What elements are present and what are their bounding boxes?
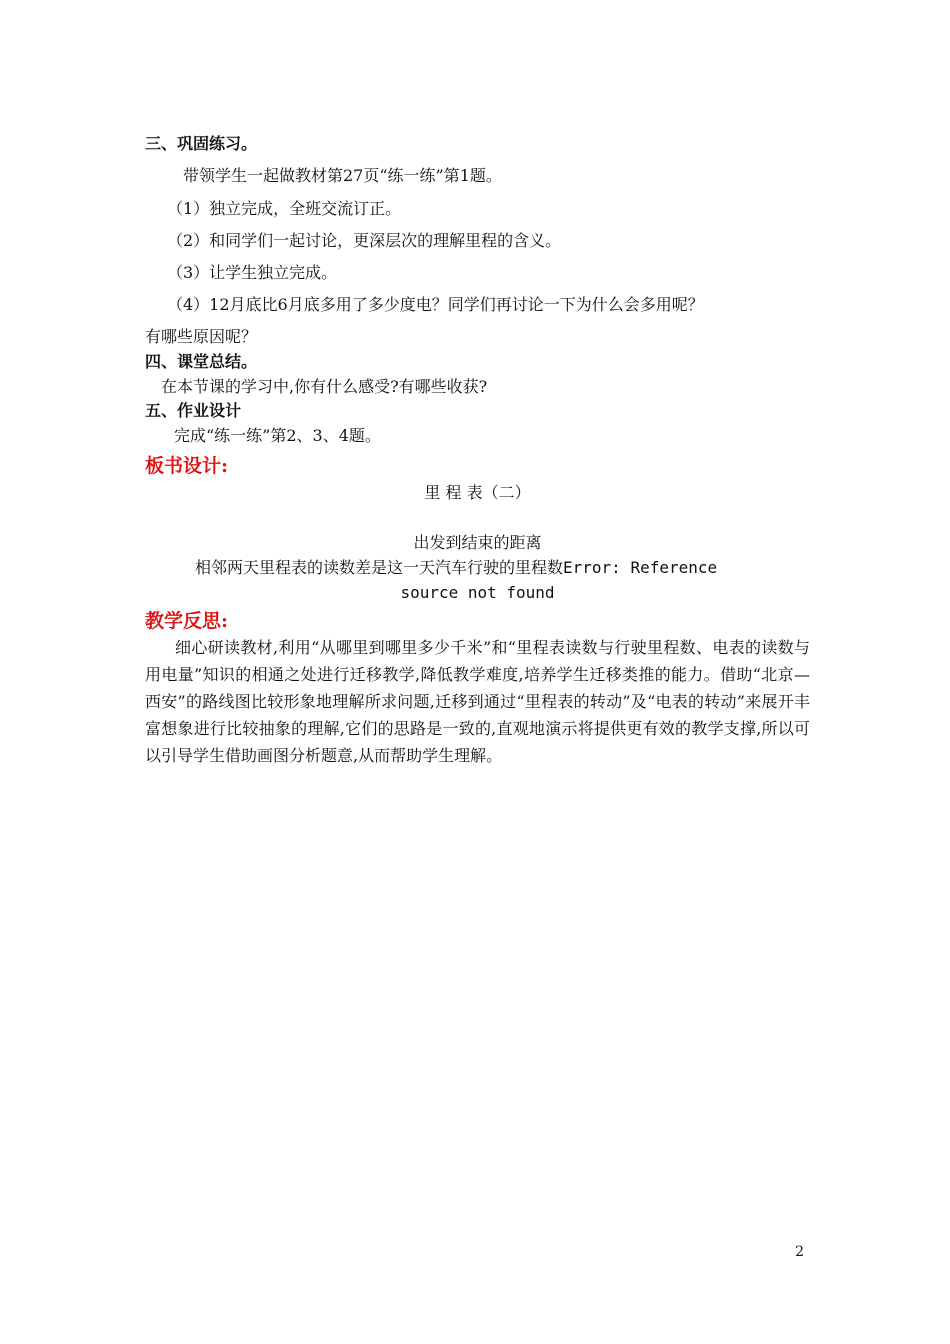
section5-text: 完成“练一练”第2、3、4题。 xyxy=(174,426,381,445)
section3-item-3: （3）让学生独立完成。 xyxy=(167,263,338,282)
section5-heading: 五、作业设计 xyxy=(145,401,242,420)
section3-item-2: （2）和同学们一起讨论，更深层次的理解里程的含义。 xyxy=(167,231,562,250)
section3-item-4: （4）12月底比6月底多用了多少度电？同学们再讨论一下为什么会多用呢？ xyxy=(167,295,704,314)
section3-heading: 三、巩固练习。 xyxy=(145,134,258,153)
reflection-heading: 教学反思: xyxy=(145,610,229,632)
board-line-1: 出发到结束的距离 xyxy=(413,533,542,552)
reference-error-continuation: source not found xyxy=(400,583,555,602)
board-title: 里 程 表（二） xyxy=(424,483,531,502)
section3-item-1: （1）独立完成，全班交流订正。 xyxy=(167,199,402,218)
board-line-2 xyxy=(195,557,805,579)
section3-intro: 带领学生一起做教材第27页“练一练”第1题。 xyxy=(183,166,502,185)
board-line-2-text: 相邻两天里程表的读数差是这一天汽车行驶的里程数 xyxy=(195,558,564,577)
board-heading: 板书设计: xyxy=(145,455,229,477)
reflection-paragraph: 细心研读教材,利用“从哪里到哪里多少千米”和“里程表读数与行驶里程数、电表的读数与用电量”知识的相通之处进行迁移教学,降低教学难度,培养学生迁移类推的能力。借助“北京—西安”的路线图比较形象地理解所求问题,迁移到通过“里程表的转动”及“电表的转动”来展开丰富想象进行比较抽象的理解,它们的思路是一致的,直观地演示将提供更有效的教学支撑,所以可以引导学生借助画图分析题意,从而帮助学生理解。 xyxy=(145,638,810,765)
section4-text: 在本节课的学习中,你有什么感受?有哪些收获? xyxy=(161,377,488,396)
section4-heading: 四、课堂总结。 xyxy=(145,352,258,371)
reference-error-text: Error: Reference xyxy=(563,558,718,577)
section3-continuation: 有哪些原因呢？ xyxy=(145,327,258,346)
page-number: 2 xyxy=(795,1244,804,1260)
